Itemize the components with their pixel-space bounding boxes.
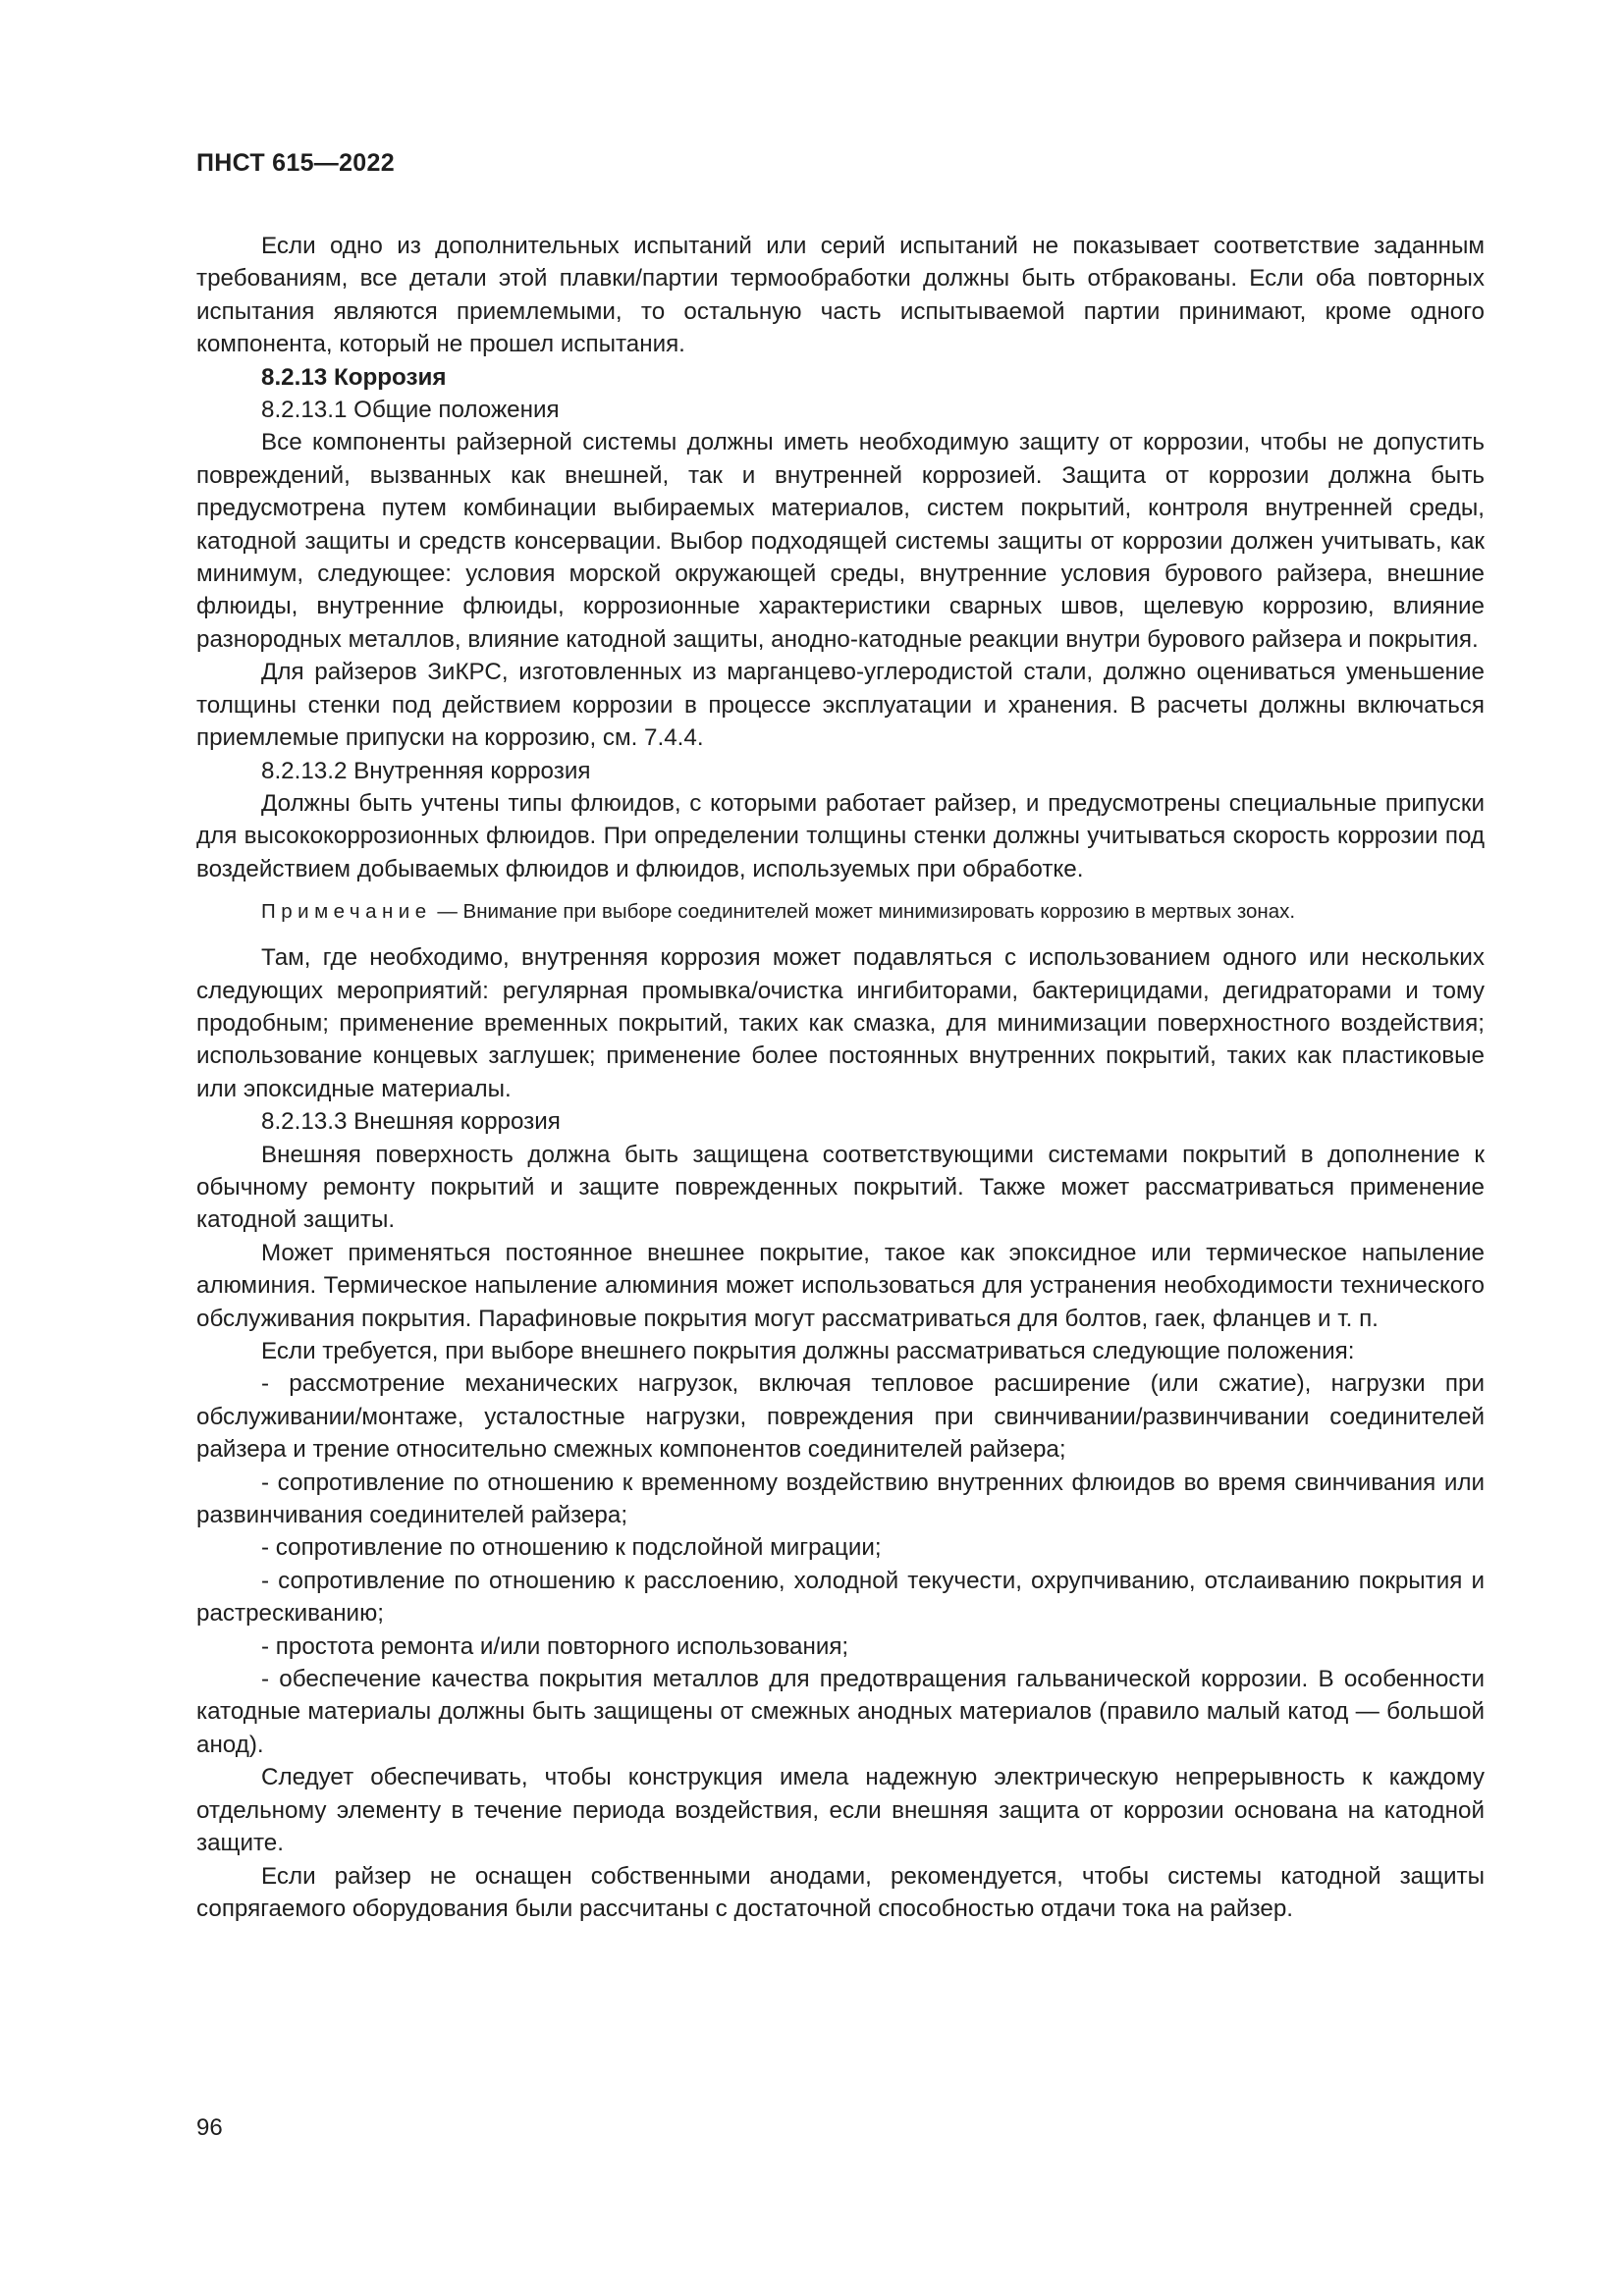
note-text: — Внимание при выборе соединителей может минимизировать коррозию в мертвых зонах. (431, 900, 1296, 924)
paragraph-external-surface: Внешняя поверхность должна быть защищена соответствующими системами покрытий в дополнение к обычному ремонту покрытий и защите поврежденных покрытий. Также может рассматриваться применение катодной защиты. (196, 1141, 1485, 1234)
paragraph-cathodic-systems: Если райзер не оснащен собственными анодами, рекомендуется, чтобы системы катодной защиты сопрягаемого оборудования были рассчитаны с достаточной способностью отдачи тока на райзер. (196, 1862, 1485, 1922)
subsection-heading-general: 8.2.13.1 Общие положения (261, 397, 560, 424)
paragraph-corrosion-protection: Все компоненты райзерной системы должны иметь необходимую защиту от коррозии, чтобы не допустить повреждений, вызванных как внешней, так и внутренней коррозией. Защита от коррозии должна быть предусмотрена путем комбинации выбираемых материалов, систем покрытий, контроля внутренней среды, катодной защиты и средств консервации. Выбор подходящей системы защиты от коррозии должен учитывать, как минимум, следующее: условия морской окружающей среды, внутренние условия бурового райзера, внешние флюиды, внутренние флюиды, коррозионные характеристики сварных швов, щелевую коррозию, влияние разнородных металлов, влияние катодной защиты, анодно-катодные реакции внутри бурового райзера и покрытия. (196, 429, 1485, 653)
page-number: 96 (196, 2114, 223, 2141)
note-label: Примечание (261, 900, 432, 924)
paragraph-permanent-coating: Может применяться постоянное внешнее покрытие, такое как эпоксидное или термическое напыление алюминия. Термическое напыление алюминия может использоваться для устранения необходимости технического обслуживания покрытия. Парафиновые покрытия могут рассматриваться для болтов, гаек, фланцев и т. п. (196, 1239, 1485, 1332)
document-body (196, 230, 1485, 1925)
list-item: - сопротивление по отношению к подслойной миграции; (261, 1534, 882, 1562)
subsection-heading-internal-corrosion: 8.2.13.2 Внутренняя коррозия (261, 757, 591, 784)
list-item: - обеспечение качества покрытия металлов для предотвращения гальванической коррозии. В особенности катодные материалы должны быть защищены от смежных анодных материалов (правило малый катод — большой анод). (196, 1666, 1485, 1758)
list-item: - сопротивление по отношению к временному воздействию внутренних флюидов во время свинчивания или развинчивания соединителей райзера; (196, 1468, 1485, 1529)
note (196, 897, 1485, 926)
list-item: - рассмотрение механических нагрузок, включая тепловое расширение (или сжатие), нагрузки при обслуживании/монтаже, усталостные нагрузки, повреждения при свинчивании/развинчивании соединителей райзера и трение относительно смежных компонентов соединителей райзера; (196, 1370, 1485, 1464)
paragraph-electrical-continuity: Следует обеспечивать, чтобы конструкция имела надежную электрическую непрерывность к каждому отдельному элементу в течение периода воздействия, если внешняя защита от коррозии основана на катодной защите. (196, 1764, 1485, 1857)
document-header: ПНСТ 615—2022 (196, 149, 395, 177)
list-item: - сопротивление по отношению к расслоению, холодной текучести, охрупчиванию, отслаиванию покрытия и растрескиванию; (196, 1567, 1485, 1628)
list-item: - простота ремонта и/или повторного использования; (261, 1632, 849, 1660)
paragraph-internal-suppression: Там, где необходимо, внутренняя коррозия может подавляться с использованием одного или нескольких следующих мероприятий: регулярная промывка/очистка ингибиторами, бактерицидами, дегидраторами и тому продобным; применение временных покрытий, таких как смазка, для минимизации поверхностного воздействия; использование концевых заглушек; применение более постоянных внутренних покрытий, таких как пластиковые или эпоксидные материалы. (196, 944, 1485, 1102)
section-heading-corrosion: 8.2.13 Коррозия (261, 363, 447, 391)
paragraph-wall-thickness: Для райзеров ЗиКРС, изготовленных из марганцево-углеродистой стали, должно оцениваться уменьшение толщины стенки под действием коррозии в процессе эксплуатации и хранения. В расчеты должны включаться приемлемые припуски на коррозию, см. 7.4.4. (196, 659, 1485, 752)
paragraph-coating-selection: Если требуется, при выборе внешнего покрытия должны рассматриваться следующие положения: (261, 1338, 1355, 1364)
paragraph-fluid-types: Должны быть учтены типы флюидов, с которыми работает райзер, и предусмотрены специальные припуски для высококоррозионных флюидов. При определении толщины стенки должны учитываться скорость коррозии под воздействием добываемых флюидов и флюидов, используемых при обработке. (196, 789, 1485, 882)
subsection-heading-external-corrosion: 8.2.13.3 Внешняя коррозия (261, 1108, 561, 1136)
paragraph-retest-rejection: Если одно из дополнительных испытаний или серий испытаний не показывает соответствие заданным требованиям, все детали этой плавки/партии термообработки должны быть отбракованы. Если оба повторных испытания являются приемлемыми, то остальную часть испытываемой партии принимают, кроме одного компонента, который не прошел испытания. (196, 233, 1485, 358)
